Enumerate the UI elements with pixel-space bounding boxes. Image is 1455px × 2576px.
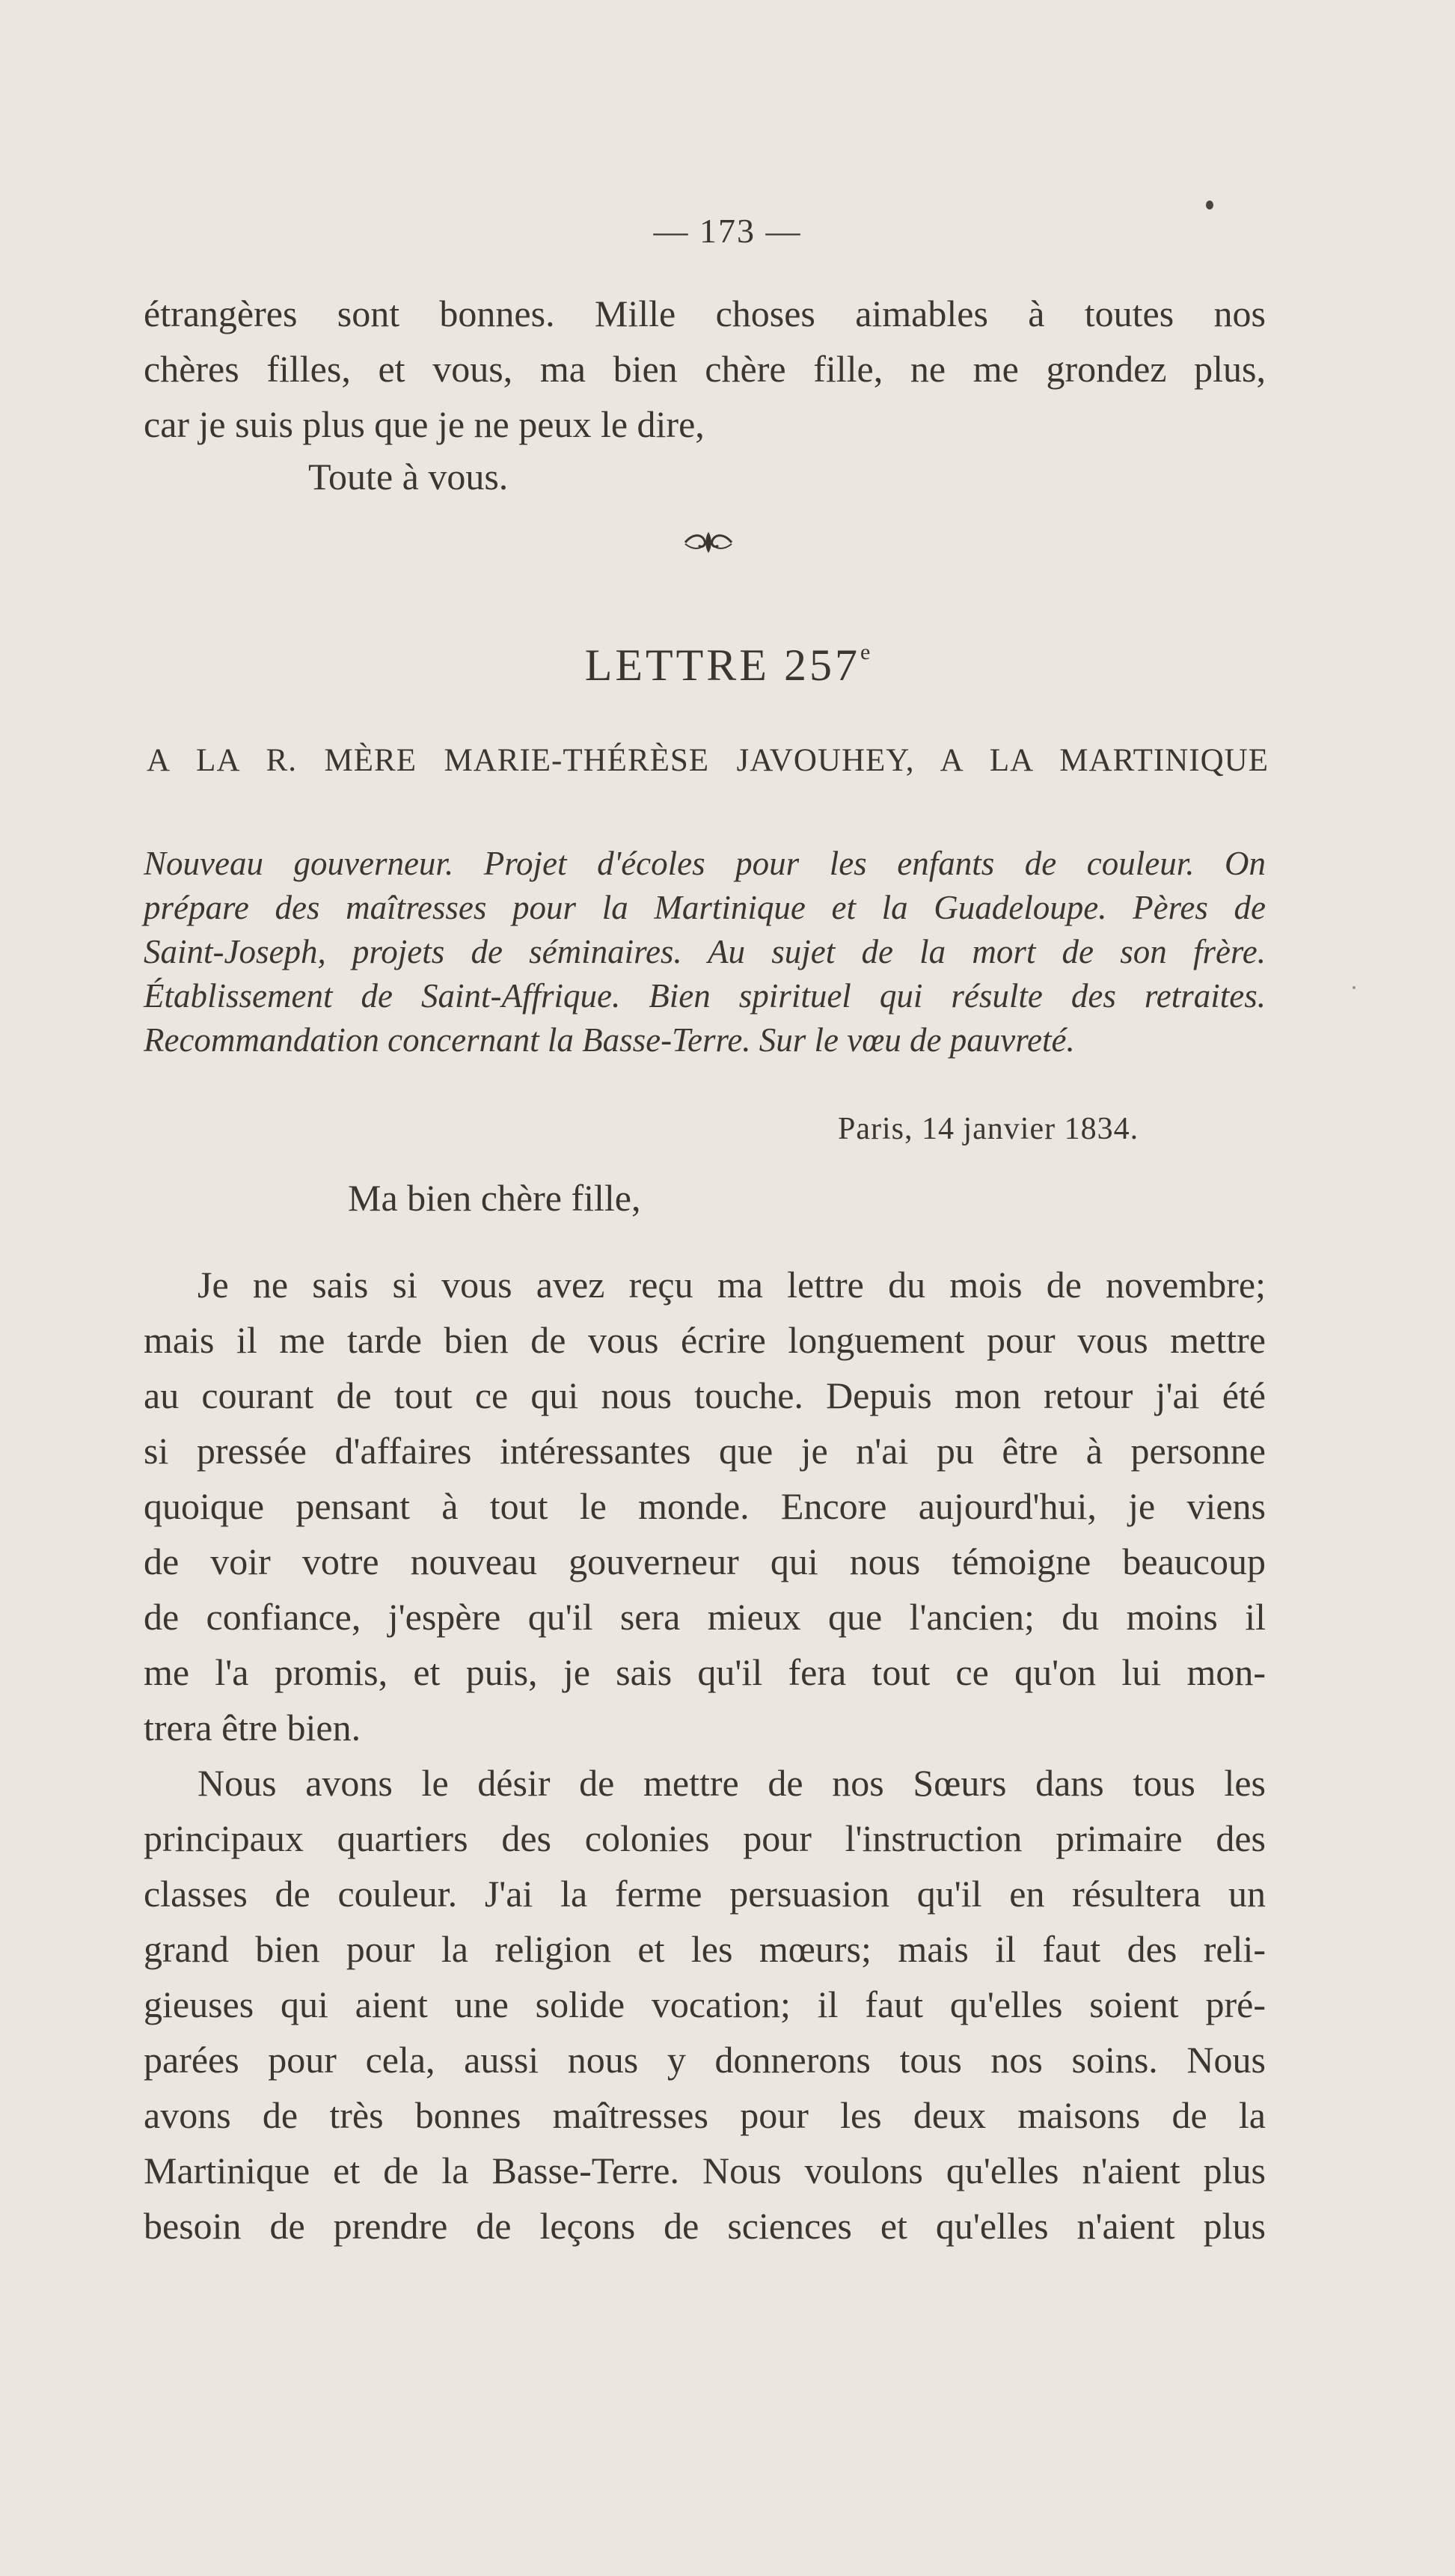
body-line: besoin de prendre de leçons de sciences et qu'elles n'aient plus: [144, 2205, 1266, 2247]
fleuron-icon: [682, 527, 735, 557]
body-line: mais il me tarde bien de vous écrire longuement pour vous mettre: [144, 1319, 1266, 1361]
body-line: grand bien pour la religion et les mœurs; mais il faut des reli-: [144, 1928, 1266, 1970]
body-line: si pressée d'affaires intéressantes que je n'ai pu être à personne: [144, 1430, 1266, 1472]
opening-paragraph: [144, 286, 1266, 452]
summary-line: Établissement de Saint-Affrique. Bien spirituel qui résulte des retraites.: [144, 977, 1266, 1015]
body-line: quoique pensant à tout le monde. Encore aujourd'hui, je viens: [144, 1485, 1266, 1527]
body-line: avons de très bonnes maîtresses pour les deux maisons de la: [144, 2094, 1266, 2136]
ink-speck: [1206, 201, 1213, 209]
body-line: classes de couleur. J'ai la ferme persuasion qu'il en résultera un: [144, 1873, 1266, 1915]
summary-line: Recommandation concernant la Basse-Terre. Sur le vœu de pauvreté.: [144, 1021, 1075, 1059]
letter-salutation: Ma bien chère fille,: [348, 1177, 641, 1219]
body-line: au courant de tout ce qui nous touche. Depuis mon retour j'ai été: [144, 1374, 1266, 1416]
text-line: étrangères sont bonnes. Mille choses aimables à toutes nos: [144, 293, 1266, 334]
ink-speck: [1353, 986, 1356, 989]
summary-line: Nouveau gouverneur. Projet d'écoles pour les enfants de couleur. On: [144, 845, 1266, 882]
page-number: — 173 —: [653, 212, 802, 250]
text-line: car je suis plus que je ne peux le dire,: [144, 403, 705, 445]
body-line: principaux quartiers des colonies pour l'instruction primaire des: [144, 1817, 1266, 1859]
body-line: Martinique et de la Basse-Terre. Nous voulons qu'elles n'aient plus: [144, 2150, 1266, 2191]
letter-closing: Toute à vous.: [308, 456, 509, 498]
letter-date: Paris, 14 janvier 1834.: [838, 1112, 1139, 1146]
body-line: de confiance, j'espère qu'il sera mieux que l'ancien; du moins il: [144, 1596, 1266, 1638]
body-line: me l'a promis, et puis, je sais qu'il fera tout ce qu'on lui mon-: [144, 1651, 1266, 1693]
body-line: Nous avons le désir de mettre de nos Sœurs dans tous les: [197, 1762, 1266, 1804]
letter-body: [144, 1257, 1266, 2254]
body-line: Je ne sais si vous avez reçu ma lettre du mois de novembre;: [197, 1264, 1266, 1306]
body-line: gieuses qui aient une solide vocation; il faut qu'elles soient pré-: [144, 1983, 1266, 2025]
body-line: trera être bien.: [144, 1707, 361, 1749]
letter-title: [0, 640, 1455, 691]
letter-title-text: LETTRE 257: [584, 640, 860, 690]
body-line: de voir votre nouveau gouverneur qui nous témoigne beaucoup: [144, 1541, 1266, 1582]
letter-summary: [144, 842, 1266, 1062]
summary-line: Saint-Joseph, projets de séminaires. Au sujet de la mort de son frère.: [144, 933, 1266, 970]
letter-title-suffix: e: [860, 640, 871, 664]
text-line: chères filles, et vous, ma bien chère fille, ne me grondez plus,: [144, 348, 1266, 390]
letter-recipient: A LA R. MÈRE MARIE-THÉRÈSE JAVOUHEY, A LA MARTINIQUE: [147, 743, 1269, 778]
body-line: parées pour cela, aussi nous y donnerons tous nos soins. Nous: [144, 2039, 1266, 2081]
summary-line: prépare des maîtresses pour la Martinique et la Guadeloupe. Pères de: [144, 889, 1266, 926]
